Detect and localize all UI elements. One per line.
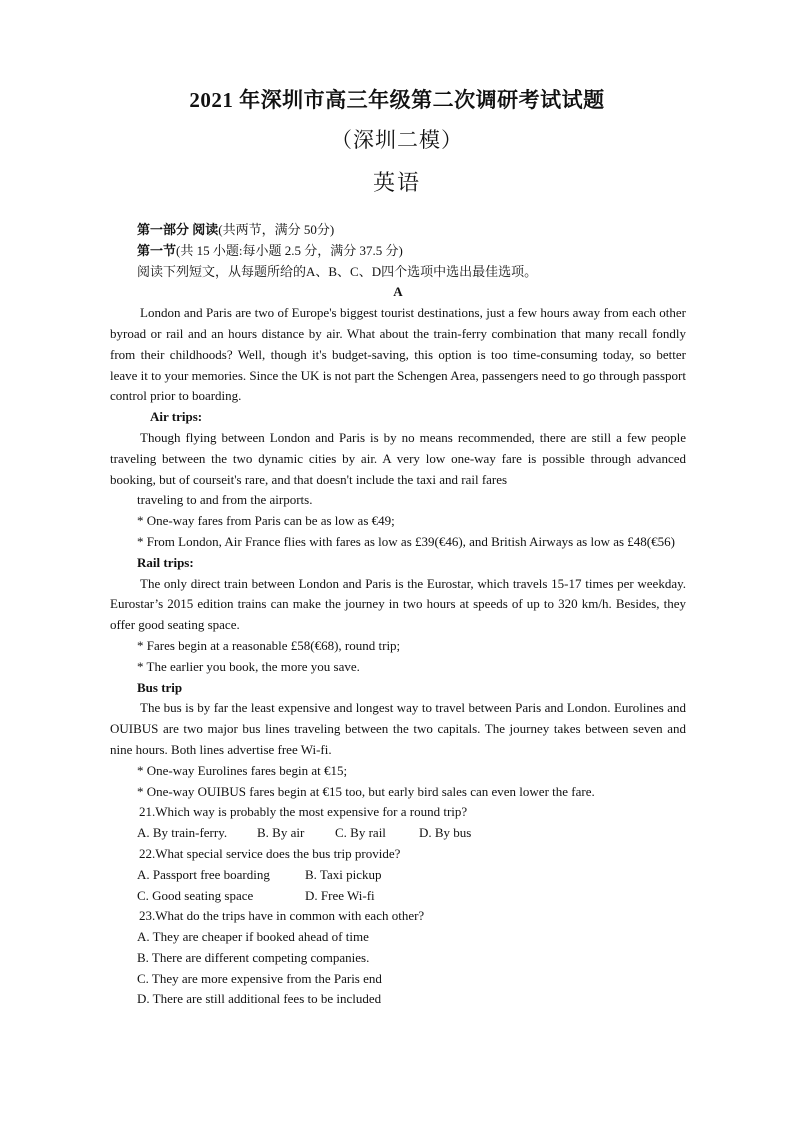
bus-trip-text: The bus is by far the least expensive and longest way to travel between Paris and London. Eurolines and OUIBUS are two major bus lines traveling between the two capitals. The journey takes between seven and nine hours. Both lines advertise free Wi-fi. bbox=[110, 700, 686, 757]
option-23-b[interactable]: B. There are different competing companies. bbox=[137, 949, 370, 965]
bus-bullet-2: * One-way OUIBUS fares begin at €15 too, but early bird sales can even lower the fare. bbox=[137, 783, 595, 799]
option-21-d[interactable]: D. By bus bbox=[419, 825, 472, 841]
question-22: 22.What special service does the bus trip provide? bbox=[139, 845, 401, 861]
section-heading bbox=[110, 241, 686, 262]
section-heading-rest: (共 15 小题:每小题 2.5 分，满分 37.5 分) bbox=[176, 242, 403, 258]
option-22-a[interactable]: A. Passport free boarding bbox=[137, 866, 270, 882]
option-21-c[interactable]: C. By rail bbox=[335, 825, 386, 841]
question-21-options bbox=[110, 823, 686, 844]
option-22-d[interactable]: D. Free Wi-fi bbox=[305, 887, 375, 903]
option-21-b[interactable]: B. By air bbox=[257, 825, 305, 841]
option-23-d[interactable]: D. There are still additional fees to be included bbox=[137, 991, 382, 1007]
passage-label: A bbox=[393, 284, 403, 300]
bus-trip-heading: Bus trip bbox=[137, 679, 183, 695]
rail-bullet-1: * Fares begin at a reasonable £58(€68), round trip; bbox=[137, 637, 401, 653]
option-22-c[interactable]: C. Good seating space bbox=[137, 887, 254, 903]
exam-content bbox=[110, 220, 686, 1010]
air-bullet-2: * From London, Air France flies with fares as low as £39(€46), and British Airways as low as £48(€56) bbox=[137, 533, 675, 549]
air-trips-text: Though flying between London and Paris is by no means recommended, there are still a few people traveling between the two dynamic cities by air. A very low one-way fare is possible through advanced booking, but of courseit's rare, and that doesn't include the taxi and rail fares bbox=[110, 429, 686, 487]
passage-intro: London and Paris are two of Europe's biggest tourist destinations, just a few hours away from each other byroad or rail and an hours distance by air. What about the train-ferry combination that many recall fondly from their childhoods? Well, though it's budget-saving, this option is too time-consuming today, so better leave it to your memories. Since the UK is not part the Schengen Area, passengers need to go through passport control prior to boarding. bbox=[110, 305, 686, 404]
air-trips-heading: Air trips: bbox=[150, 409, 203, 425]
rail-trips-text: The only direct train between London and Paris is the Eurostar, which travels 15-17 times per weekday. Eurostar’s 2015 edition trains can make the journey in two hours at speeds of up to 320 km/h. Besides, they offer good seating space. bbox=[110, 575, 686, 633]
option-23-a[interactable]: A. They are cheaper if booked ahead of time bbox=[137, 929, 369, 945]
air-bullet-1: * One-way fares from Paris can be as low as €49; bbox=[137, 513, 395, 529]
part-heading-bold: 第一部分 阅读 bbox=[137, 222, 219, 237]
page-subtitle: （深圳二模） bbox=[331, 128, 463, 152]
rail-bullet-2: * The earlier you book, the more you save. bbox=[137, 658, 360, 674]
instruction-text: 阅读下列短文，从每题所给的A、B、C、D四个选项中选出最佳选项。 bbox=[137, 263, 538, 279]
subject-title: 英语 bbox=[372, 170, 421, 195]
option-22-b[interactable]: B. Taxi pickup bbox=[305, 866, 382, 882]
rail-trips-heading: Rail trips: bbox=[137, 554, 194, 570]
question-22-options-ab bbox=[110, 865, 686, 886]
option-21-a[interactable]: A. By train-ferry. bbox=[137, 825, 228, 841]
part-heading-rest: (共两节，满分 50分) bbox=[218, 222, 335, 237]
question-22-options-cd bbox=[110, 886, 686, 907]
question-23: 23.What do the trips have in common with each other? bbox=[139, 908, 425, 924]
bus-bullet-1: * One-way Eurolines fares begin at €15; bbox=[137, 762, 348, 778]
option-23-c[interactable]: C. They are more expensive from the Paris end bbox=[137, 970, 382, 986]
air-trips-text-cont: traveling to and from the airports. bbox=[137, 492, 313, 508]
question-21: 21.Which way is probably the most expensive for a round trip? bbox=[139, 804, 468, 820]
part-heading bbox=[110, 220, 686, 241]
section-heading-bold: 第一节 bbox=[137, 242, 177, 258]
page-title: 2021 年深圳市高三年级第二次调研考试试题 bbox=[189, 88, 605, 112]
